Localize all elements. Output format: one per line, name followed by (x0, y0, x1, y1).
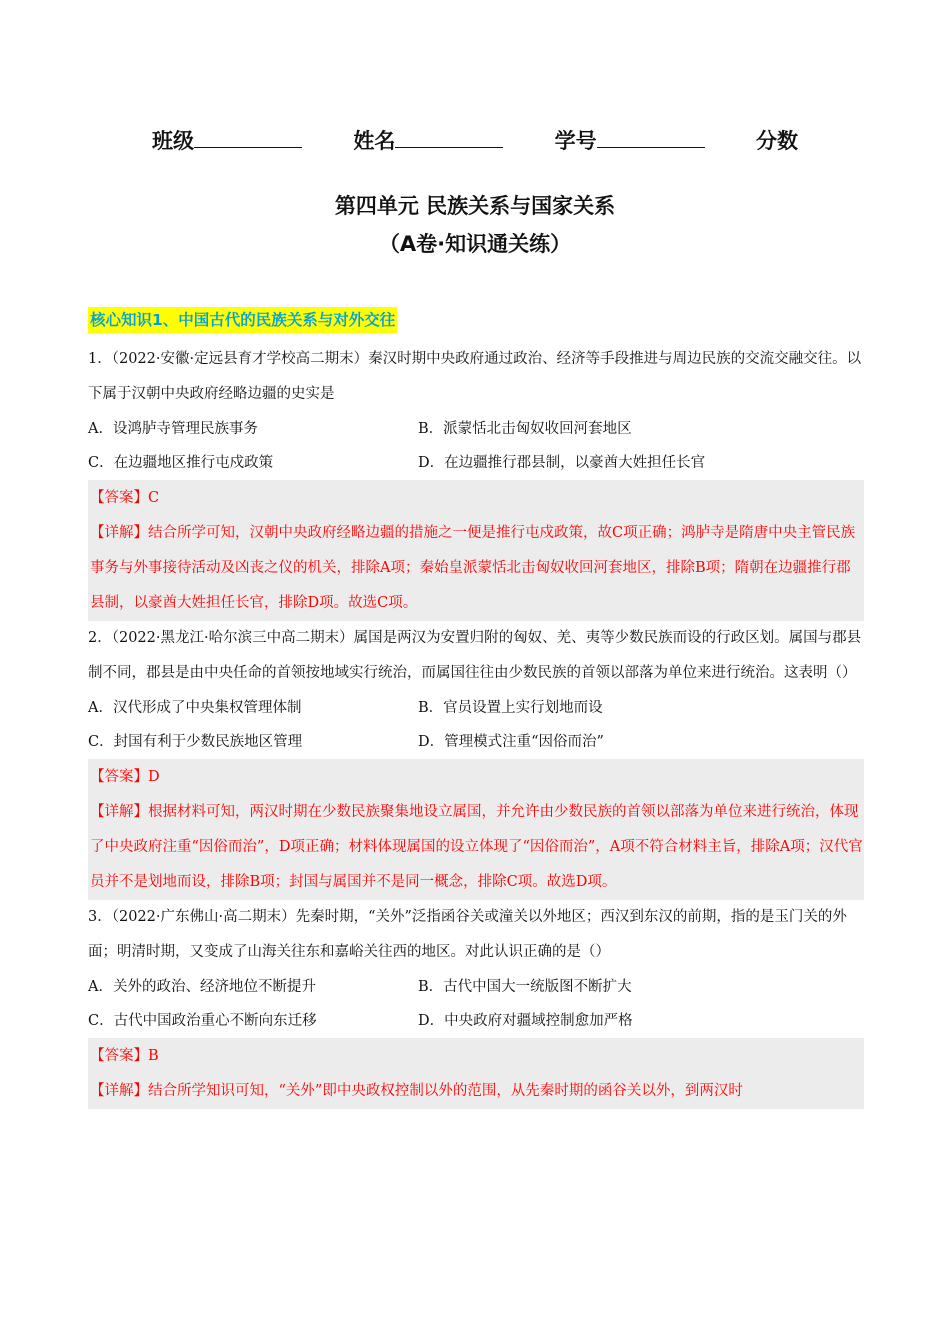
option-b: B．官员设置上实行划地而设 (418, 700, 603, 716)
answer-detail: 【详解】根据材料可知，两汉时期在少数民族聚集地设立属国，并允许由少数民族的首领以部落为单位来进行统治，体现了中央政府注重“因俗而治”，D项正确；材料体现属国的设立体现了“因俗而治”，A项不符合材料主旨，排除A项；汉代官员并不是划地而设，排除B项；封国与属国并不是同一概念，排除C项。故选D项。 (90, 804, 863, 890)
question-text: 2．（2022·黑龙江·哈尔滨三中高二期末）属国是两汉为安置归附的匈奴、羌、夷等少数民族而设的行政区划。属国与郡县制不同，郡县是由中央任命的首领按地域实行统治，而属国往往由少数民族的首领以部落为单位来进行统治。这表明（） (88, 630, 862, 681)
answer-detail: 【详解】结合所学知识可知，“关外”即中央政权控制以外的范围，从先秦时期的函谷关以外，到两汉时 (90, 1083, 743, 1099)
option-d: D．在边疆推行郡县制，以豪酋大姓担任长官 (418, 455, 706, 471)
question-1 (88, 342, 864, 621)
answer-block (88, 759, 864, 900)
questions-content (88, 342, 864, 1109)
option-d: D．管理模式注重“因俗而治” (418, 734, 604, 750)
score-label: 分数 (755, 129, 798, 153)
answer-block (88, 1038, 864, 1109)
question-3 (88, 900, 864, 1109)
answer-line: 【答案】D (90, 769, 160, 785)
unit-subtitle: （A卷·知识通关练） (378, 232, 572, 256)
question-text: 3．（2022·广东佛山·高二期末）先秦时期，“关外”泛指函谷关或潼关以外地区；西汉到东汉的前期，指的是玉门关的外面；明清时期，又变成了山海关往东和嘉峪关往西的地区。对此认识正确的是（） (88, 909, 847, 960)
score-field (756, 125, 798, 155)
options (88, 412, 864, 480)
option-a: A．汉代形成了中央集权管理体制 (88, 700, 302, 716)
answer-detail: 【详解】结合所学可知，汉朝中央政府经略边疆的措施之一便是推行屯戍政策，故C项正确；鸿胪寺是隋唐中央主管民族事务与外事接待活动及凶丧之仪的机关，排除A项；秦始皇派蒙恬北击匈奴收回河套地区，排除B项；隋朝在边疆推行郡县制，以豪酋大姓担任长官，排除D项。故选C项。 (90, 525, 856, 611)
id-blank (597, 131, 705, 148)
id-field (555, 125, 705, 155)
name-blank (395, 131, 503, 148)
option-c: C．封国有利于少数民族地区管理 (88, 734, 303, 750)
option-c: C．在边疆地区推行屯戍政策 (88, 455, 274, 471)
class-label: 班级 (152, 129, 195, 153)
option-a: A．关外的政治、经济地位不断提升 (88, 979, 316, 995)
options (88, 970, 864, 1038)
option-d: D．中央政府对疆域控制愈加严格 (418, 1013, 633, 1029)
option-a: A．设鸿胪寺管理民族事务 (88, 421, 258, 437)
question-text: 1．（2022·安徽·定远县育才学校高二期末）秦汉时期中央政府通过政治、经济等手段推进与周边民族的交流交融交往。以下属于汉朝中央政府经略边疆的史实是 (88, 351, 862, 402)
name-label: 姓名 (353, 129, 396, 153)
question-2 (88, 621, 864, 900)
answer-line: 【答案】C (90, 490, 160, 506)
name-field (353, 125, 503, 155)
section-heading: 核心知识1、中国古代的民族关系与对外交往 (88, 307, 397, 333)
option-b: B．古代中国大一统版图不断扩大 (418, 979, 632, 995)
student-info-row (0, 125, 950, 155)
options (88, 691, 864, 759)
option-b: B．派蒙恬北击匈奴收回河套地区 (418, 421, 632, 437)
id-label: 学号 (554, 129, 597, 153)
option-c: C．古代中国政治重心不断向东迁移 (88, 1013, 317, 1029)
answer-line: 【答案】B (90, 1048, 159, 1064)
answer-block (88, 480, 864, 621)
class-blank (194, 131, 302, 148)
unit-title: 第四单元 民族关系与国家关系 (334, 194, 616, 218)
class-field (152, 125, 302, 155)
